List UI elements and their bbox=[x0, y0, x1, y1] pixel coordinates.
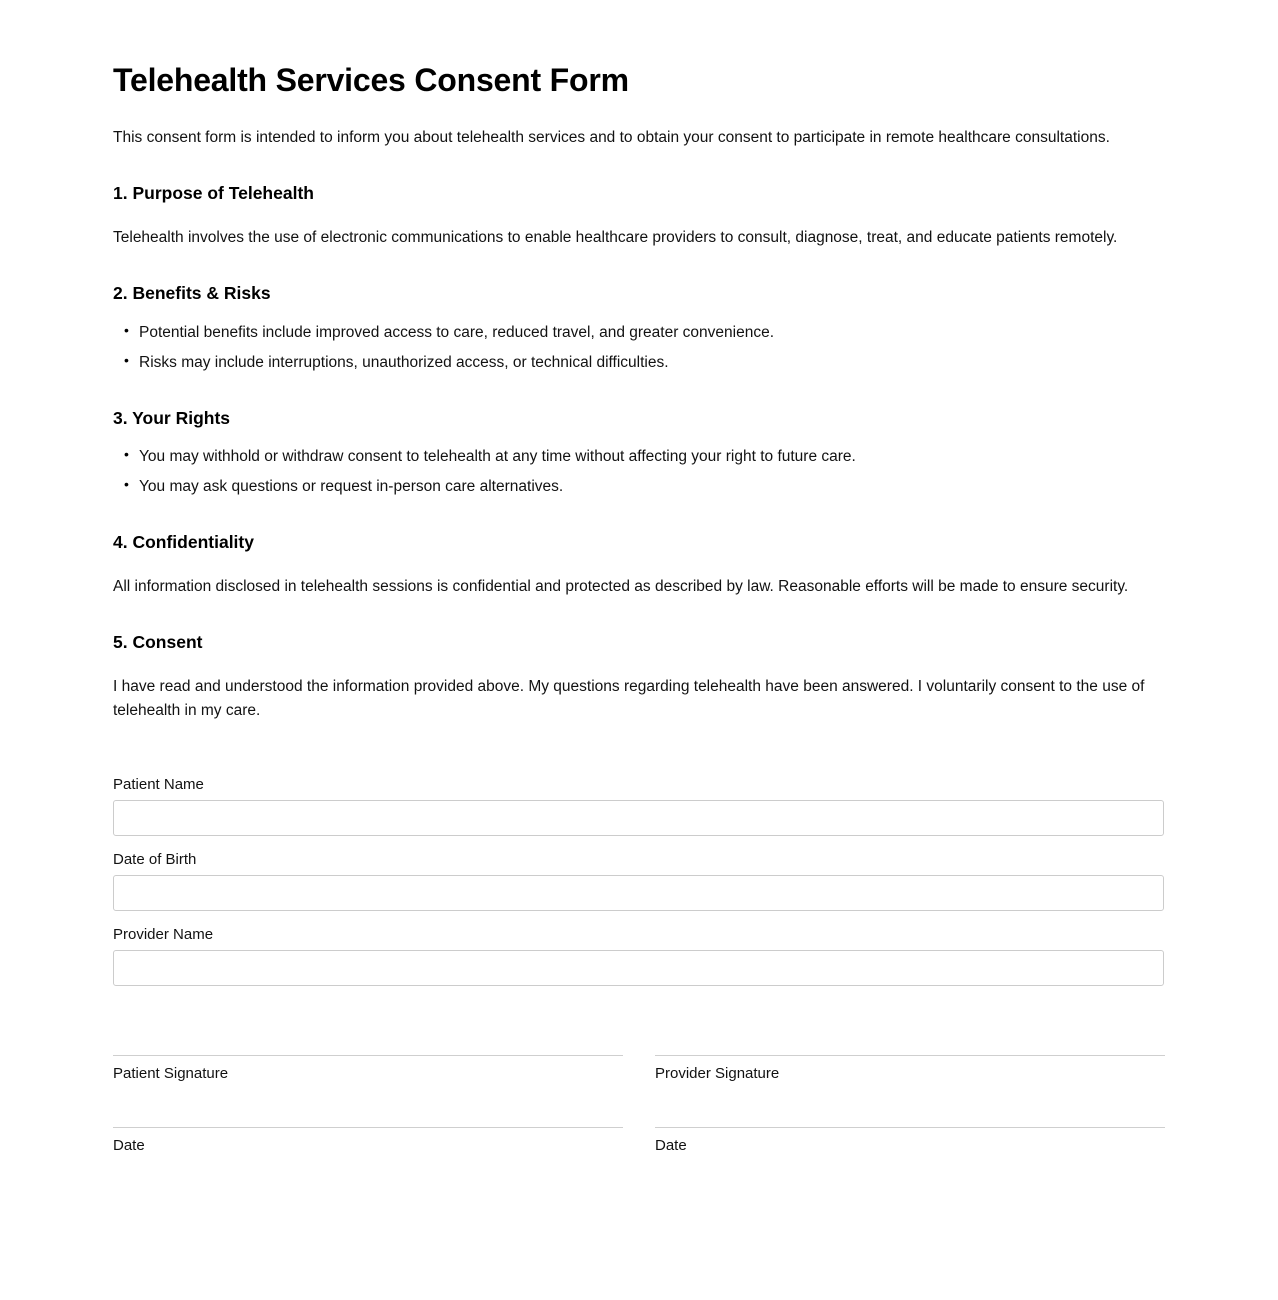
signature-block bbox=[113, 1055, 1164, 1164]
section-benefits-and-risks bbox=[113, 283, 1164, 375]
list-item: • You may withhold or withdraw consent to telehealth at any time without affecting your right to future care. bbox=[139, 445, 1164, 469]
section-paragraph: I have read and understood the information provided above. My questions regarding telehealth have been answered. I voluntarily consent to the use of telehealth in my care. bbox=[113, 678, 1145, 720]
patient-date-caption: Date bbox=[113, 1137, 145, 1155]
provider-signature-line[interactable] bbox=[655, 1055, 1165, 1127]
provider-date-line[interactable] bbox=[655, 1127, 1165, 1164]
section-paragraph: Telehealth involves the use of electronic communications to enable healthcare providers to consult, diagnose, treat, and educate patients remotely. bbox=[113, 228, 1118, 246]
patient-name-label: Patient Name bbox=[113, 776, 204, 794]
field-group-patient-name bbox=[113, 774, 1164, 836]
provider-name-label: Provider Name bbox=[113, 926, 214, 944]
list-item: • Risks may include interruptions, unauthorized access, or technical difficulties. bbox=[139, 351, 1164, 375]
provider-date-caption: Date bbox=[655, 1137, 687, 1155]
section-paragraph: All information disclosed in telehealth sessions is confidential and protected as described by law. Reasonable efforts will be made to ensure security. bbox=[113, 578, 1129, 596]
signature-column-patient bbox=[113, 1055, 623, 1164]
your-rights-list bbox=[113, 445, 1164, 499]
list-item: • You may ask questions or request in-person care alternatives. bbox=[139, 475, 1164, 499]
section-consent bbox=[113, 632, 1164, 723]
list-item: • Potential benefits include improved access to care, reduced travel, and greater convenience. bbox=[139, 321, 1164, 345]
field-group-provider-name bbox=[113, 924, 1164, 986]
provider-signature-caption: Provider Signature bbox=[655, 1065, 780, 1083]
section-heading: 5. Consent bbox=[113, 632, 203, 653]
section-heading: 1. Purpose of Telehealth bbox=[113, 182, 314, 203]
field-group-date-of-birth bbox=[113, 849, 1164, 911]
benefits-risks-list bbox=[113, 321, 1164, 375]
patient-signature-line[interactable] bbox=[113, 1055, 623, 1127]
section-confidentiality bbox=[113, 532, 1164, 599]
signature-column-provider bbox=[655, 1055, 1165, 1164]
page-title: Telehealth Services Consent Form bbox=[113, 62, 629, 98]
section-heading: 4. Confidentiality bbox=[113, 532, 254, 553]
provider-name-input[interactable] bbox=[113, 950, 1164, 986]
consent-form-fields bbox=[113, 774, 1164, 986]
section-heading: 2. Benefits & Risks bbox=[113, 282, 271, 303]
date-of-birth-input[interactable] bbox=[113, 875, 1164, 911]
patient-name-input[interactable] bbox=[113, 800, 1164, 836]
section-your-rights bbox=[113, 408, 1164, 500]
section-heading: 3. Your Rights bbox=[113, 407, 231, 428]
date-of-birth-label: Date of Birth bbox=[113, 851, 197, 869]
intro-paragraph: This consent form is intended to inform you about telehealth services and to obtain your consent to participate in remote healthcare consultations. bbox=[113, 128, 1110, 146]
patient-date-line[interactable] bbox=[113, 1127, 623, 1164]
section-purpose-of-telehealth bbox=[113, 183, 1164, 250]
patient-signature-caption: Patient Signature bbox=[113, 1065, 229, 1083]
